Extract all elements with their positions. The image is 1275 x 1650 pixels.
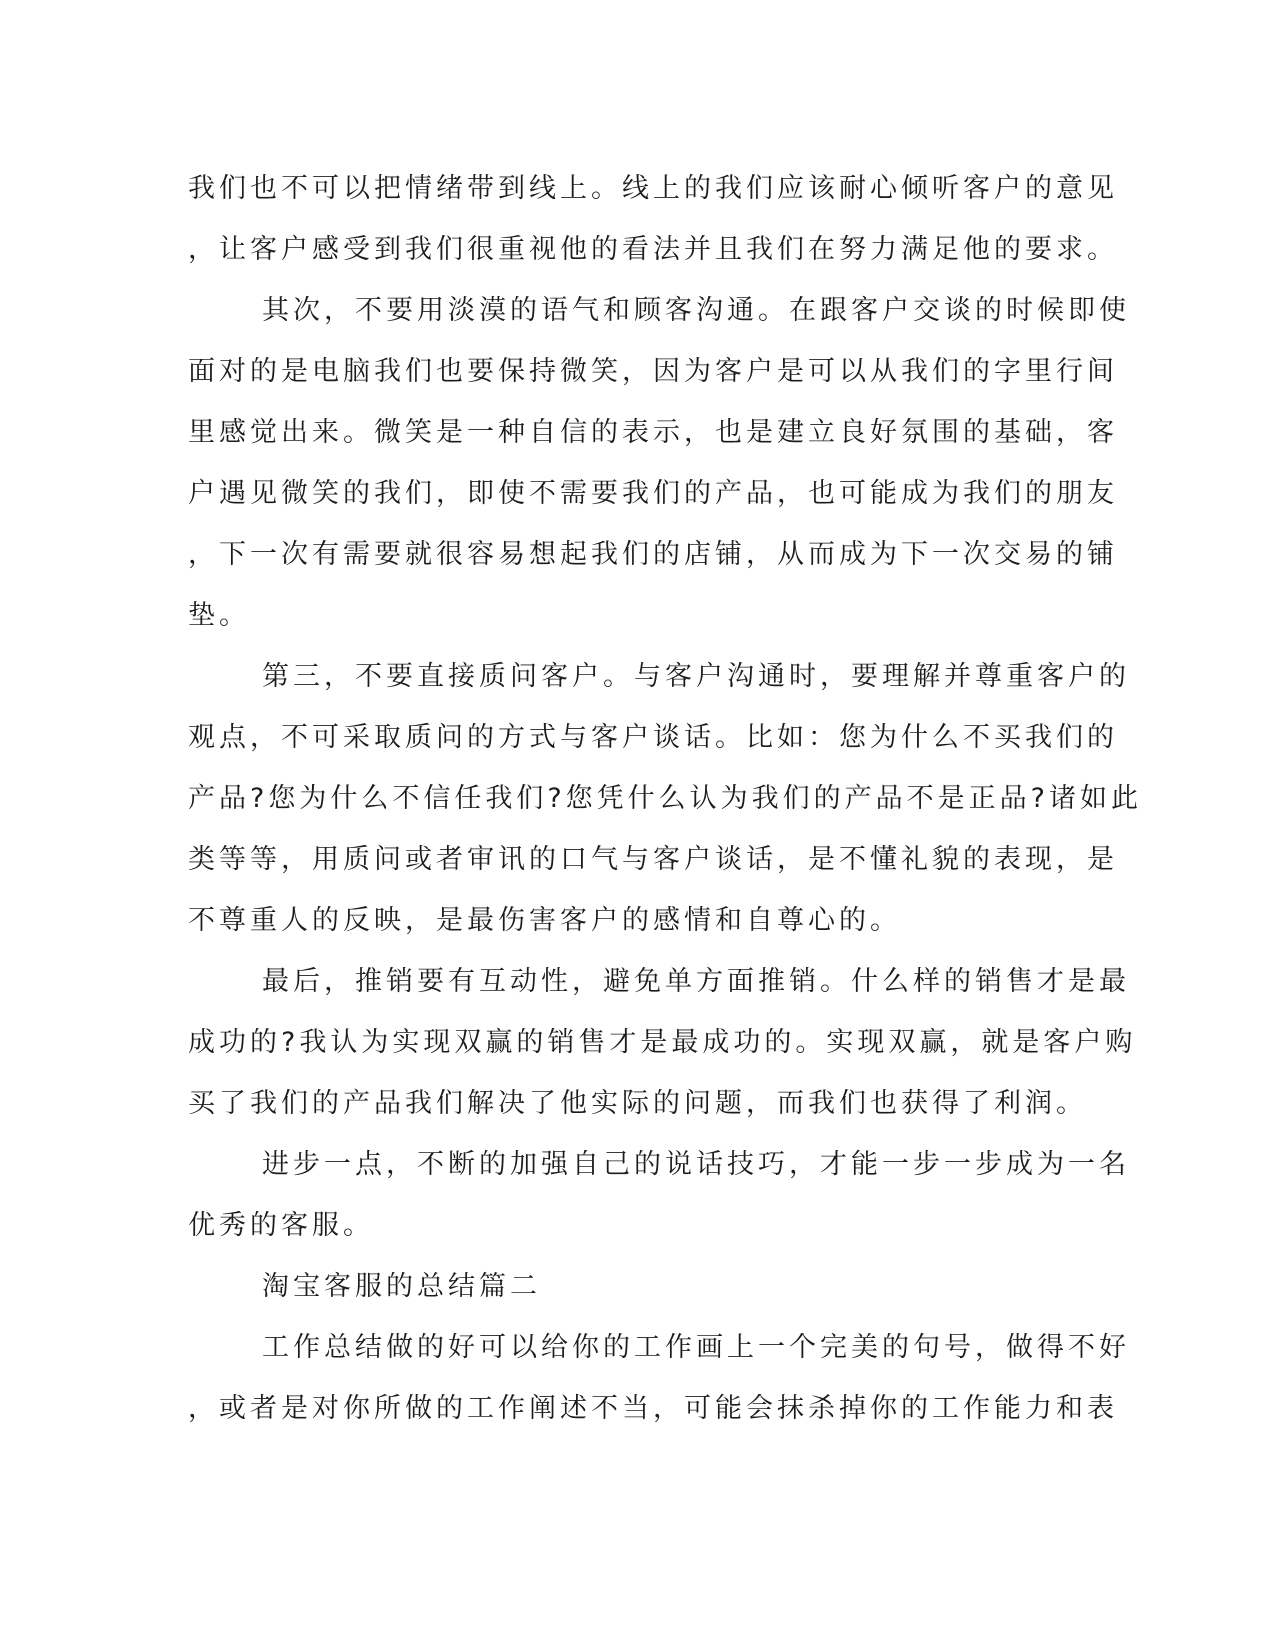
text-line: 优秀的客服。 [188, 1210, 374, 1241]
paragraph-start-line: 最后，推销要有互动性，避免单方面推销。什么样的销售才是最 [262, 966, 1130, 997]
text-line: 成功的?我认为实现双赢的销售才是最成功的。实现双赢，就是客户购 [188, 1027, 1137, 1058]
text-line: 买了我们的产品我们解决了他实际的问题，而我们也获得了利润。 [188, 1088, 1087, 1119]
text-line: 户遇见微笑的我们，即使不需要我们的产品，也可能成为我们的朋友 [188, 478, 1118, 509]
text-line: ，让客户感受到我们很重视他的看法并且我们在努力满足他的要求。 [188, 234, 1118, 265]
document-body [188, 158, 1142, 1439]
text-line: 面对的是电脑我们也要保持微笑，因为客户是可以从我们的字里行间 [188, 356, 1118, 387]
text-line: 观点，不可采取质问的方式与客户谈话。比如：您为什么不买我们的 [188, 722, 1118, 753]
text-line: 类等等，用质问或者审讯的口气与客户谈话，是不懂礼貌的表现，是 [188, 844, 1118, 875]
section-heading: 淘宝客服的总结篇二 [262, 1271, 541, 1302]
paragraph-start-line: 第三，不要直接质问客户。与客户沟通时，要理解并尊重客户的 [262, 661, 1130, 692]
text-line: 我们也不可以把情绪带到线上。线上的我们应该耐心倾听客户的意见 [188, 173, 1118, 204]
paragraph-start-line: 其次，不要用淡漠的语气和顾客沟通。在跟客户交谈的时候即使 [262, 295, 1130, 326]
paragraph-start-line: 进步一点，不断的加强自己的说话技巧，才能一步一步成为一名 [262, 1149, 1130, 1180]
text-line: 里感觉出来。微笑是一种自信的表示，也是建立良好氛围的基础，客 [188, 417, 1118, 448]
text-line: 不尊重人的反映，是最伤害客户的感情和自尊心的。 [188, 905, 901, 936]
text-line: 产品?您为什么不信任我们?您凭什么认为我们的产品不是正品?诸如此 [188, 783, 1142, 814]
text-line: ，或者是对你所做的工作阐述不当，可能会抹杀掉你的工作能力和表 [188, 1393, 1118, 1424]
paragraph-start-line: 工作总结做的好可以给你的工作画上一个完美的句号，做得不好 [262, 1332, 1130, 1363]
text-line: ，下一次有需要就很容易想起我们的店铺，从而成为下一次交易的铺 [188, 539, 1118, 570]
text-line: 垫。 [188, 600, 250, 631]
